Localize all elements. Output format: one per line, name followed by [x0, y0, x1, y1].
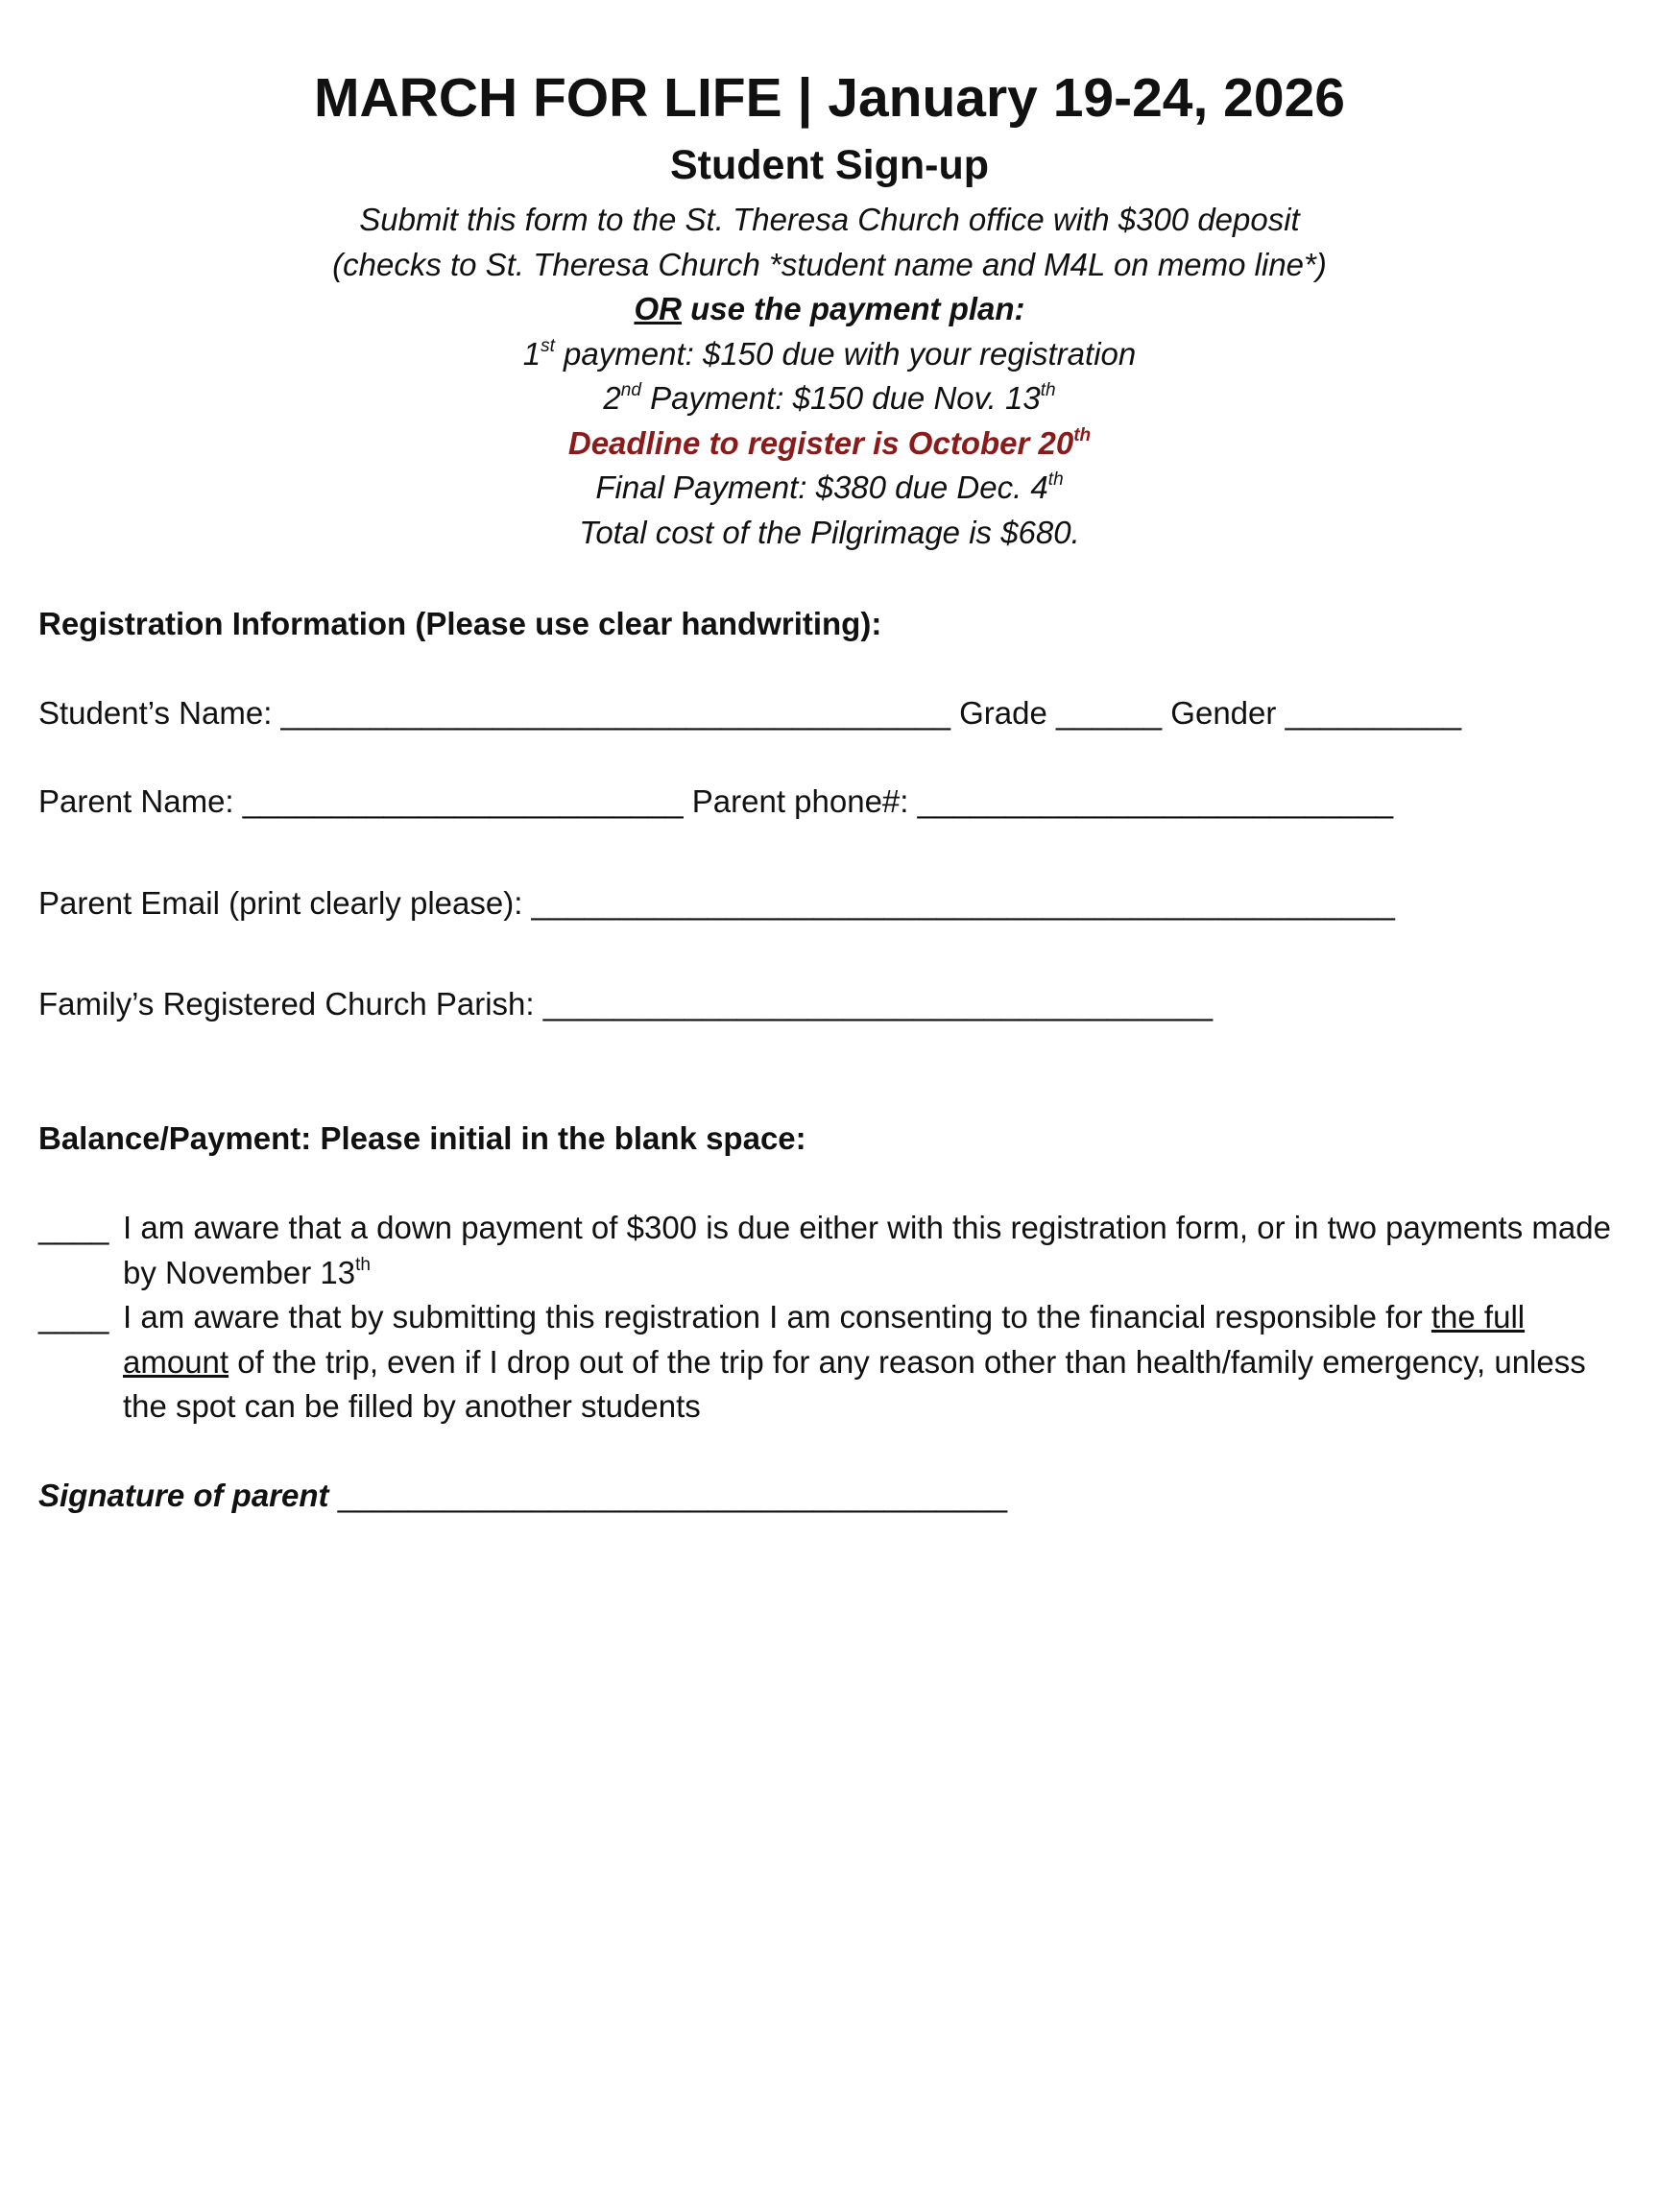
- full-amount-underlined: the full amount: [123, 1299, 1526, 1380]
- deadline-text: Deadline to register is October 20: [567, 424, 1074, 461]
- acknowledgement-item-full-amount: [38, 1295, 1632, 1430]
- grade-field[interactable]: ______: [1056, 695, 1163, 731]
- second-payment-number: 2: [603, 380, 621, 416]
- signature-field[interactable]: ______________________________________: [328, 1478, 1008, 1513]
- total-cost-line: Total cost of the Pilgrimage is $680.: [579, 514, 1080, 550]
- balance-heading: Balance/Payment: Please initial in the blank space:: [38, 1120, 806, 1156]
- checks-instruction: (checks to St. Theresa Church *student name and M4L on memo line*): [332, 246, 1327, 282]
- submit-instruction: Submit this form to the St. Theresa Church office with $300 deposit: [359, 202, 1300, 237]
- deadline-ordinal: th: [1073, 424, 1092, 445]
- grade-label: Grade: [950, 695, 1057, 731]
- student-info-row: [38, 691, 1632, 735]
- registration-heading: Registration Information (Please use clear handwriting):: [38, 606, 882, 641]
- final-payment-ordinal: th: [1047, 469, 1064, 490]
- first-payment-ordinal: st: [541, 335, 555, 356]
- first-payment-line: [0, 332, 1659, 377]
- second-payment-text: Payment: $150 due Nov. 13: [640, 380, 1041, 416]
- payment-plan-text: use the payment plan:: [681, 291, 1025, 326]
- parent-name-label: Parent Name:: [38, 783, 243, 819]
- or-word: OR: [634, 291, 682, 326]
- down-payment-text: I am aware that a down payment of $300 is due either with this registration form, or in two payments made by November 13: [123, 1210, 1611, 1290]
- down-payment-ordinal: th: [355, 1254, 371, 1275]
- second-payment-ordinal: nd: [620, 380, 641, 400]
- gender-field[interactable]: __________: [1285, 695, 1462, 731]
- final-payment-text: Final Payment: $380 due Dec. 4: [595, 469, 1048, 505]
- parent-email-field[interactable]: _________________________________________________: [531, 885, 1395, 921]
- first-payment-text: payment: $150 due with your registration: [554, 335, 1137, 372]
- full-amount-text-after: of the trip, even if I drop out of the trip for any reason other than health/family emergency, unless the spot can be filled by another students: [123, 1343, 1586, 1424]
- signature-label: Signature of parent: [38, 1478, 329, 1513]
- page-subtitle: Student Sign-up: [670, 142, 989, 188]
- second-payment-date-ordinal: th: [1040, 380, 1056, 400]
- parent-info-row: [38, 780, 1632, 824]
- parish-field[interactable]: ______________________________________: [542, 986, 1214, 1022]
- payment-plan-heading: [0, 287, 1659, 332]
- final-payment-line: [0, 466, 1659, 511]
- acknowledgement-list: [38, 1206, 1632, 1430]
- student-name-label: Student’s Name:: [38, 695, 281, 731]
- initial-field-full-amount[interactable]: ____: [38, 1299, 109, 1334]
- page-title: MARCH FOR LIFE | January 19-24, 2026: [314, 67, 1345, 129]
- parish-row: [38, 982, 1632, 1026]
- gender-label: Gender: [1162, 695, 1286, 731]
- deadline-line: [0, 421, 1659, 467]
- second-payment-line: [0, 376, 1659, 421]
- parent-name-field[interactable]: _________________________: [242, 783, 684, 819]
- acknowledgement-item-down-payment: [38, 1206, 1632, 1295]
- parish-label: Family’s Registered Church Parish:: [38, 986, 543, 1022]
- form-header: [0, 60, 1659, 555]
- first-payment-number: 1: [522, 335, 541, 372]
- parent-email-row: [38, 881, 1632, 926]
- parent-phone-field[interactable]: ___________________________: [917, 783, 1394, 819]
- parent-email-label: Parent Email (print clearly please):: [38, 885, 532, 921]
- initial-field-down-payment[interactable]: ____: [38, 1210, 109, 1245]
- signature-row: [38, 1474, 1632, 1518]
- full-amount-text-before: I am aware that by submitting this registration I am consenting to the financial responsible for: [123, 1299, 1431, 1334]
- student-name-field[interactable]: ______________________________________: [280, 695, 950, 731]
- parent-phone-label: Parent phone#:: [683, 783, 918, 819]
